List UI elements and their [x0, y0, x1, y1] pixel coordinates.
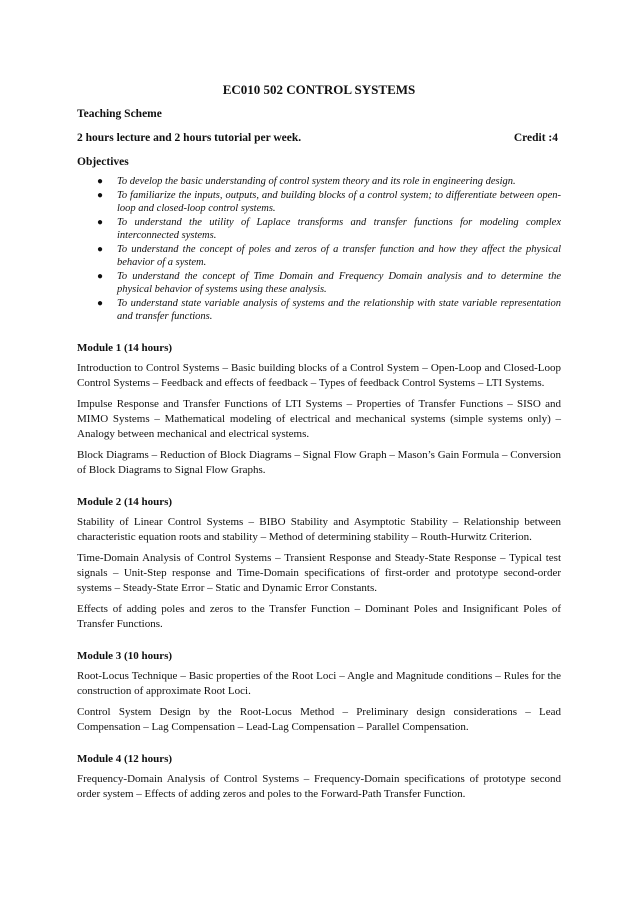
module-2-paragraph: Stability of Linear Control Systems – BIBO Stability and Asymptotic Stability – Relationship between characteristic equation roots and stability – Method of determining stability – Routh-Hurwitz Criterion.: [77, 515, 561, 543]
objective-item: ● To understand the concept of poles and zeros of a transfer function and how they affect the physical behavior of a system.: [97, 243, 561, 268]
bullet-icon: ●: [97, 297, 104, 309]
objective-item: ● To understand the concept of Time Domain and Frequency Domain analysis and to determine the physical behavior of systems using these analysis.: [97, 270, 561, 295]
objective-item: ● To understand state variable analysis of systems and the relationship with state variable representation and transfer functions.: [97, 297, 561, 322]
bullet-icon: ●: [97, 176, 104, 187]
hours-text: 2 hours lecture and 2 hours tutorial per week.: [77, 132, 302, 144]
objective-item: ● To develop the basic understanding of control system theory and its role in engineering design.: [97, 176, 516, 187]
objective-item: ● To familiarize the inputs, outputs, and building blocks of a control system; to differentiate between open-loop and closed-loop control systems.: [97, 189, 561, 214]
course-title: EC010 502 CONTROL SYSTEMS: [222, 82, 416, 97]
objectives-list: [77, 175, 561, 324]
module-1-paragraph: Impulse Response and Transfer Functions of LTI Systems – Properties of Transfer Functions – SISO and MIMO Systems – Mathematical modeling of electrical and mechanical systems (simple systems only) – Analogy between mechanical and electrical systems.: [77, 397, 561, 440]
module-4-paragraph: Frequency-Domain Analysis of Control Systems – Frequency-Domain specifications of prototype second order system – Effects of adding zeros and poles to the Forward-Path Transfer Function.: [77, 772, 561, 800]
bullet-icon: ●: [97, 270, 104, 282]
module-2-paragraph: Time-Domain Analysis of Control Systems – Transient Response and Steady-State Response – Typical test signals – Unit-Step response and Time-Domain specifications of first-order and prototype second-order systems – Steady-State Error – Static and Dynamic Error Constants.: [77, 551, 561, 594]
module-1-paragraph: Block Diagrams – Reduction of Block Diagrams – Signal Flow Graph – Mason’s Gain Formula – Conversion of Block Diagrams to Signal Flow Graphs.: [77, 448, 561, 476]
syllabus-page: [77, 82, 561, 802]
module-1-heading: Module 1 (14 hours): [77, 341, 173, 354]
module-3-heading: Module 3 (10 hours): [77, 649, 173, 662]
module-3-paragraph: Control System Design by the Root-Locus Method – Preliminary design considerations – Lead Compensation – Lag Compensation – Lead-Lag Compensation – Parallel Compensation.: [77, 705, 561, 733]
scheme-row: [77, 131, 561, 146]
bullet-icon: ●: [97, 243, 104, 255]
module-4-heading: Module 4 (12 hours): [77, 752, 173, 765]
objective-item: ● To understand the utility of Laplace transforms and transfer functions for modeling complex interconnected systems.: [97, 216, 561, 241]
module-1-paragraph: Introduction to Control Systems – Basic building blocks of a Control System – Open-Loop and Closed-Loop Control Systems – Feedback and effects of feedback – Types of feedback Control Systems – LTI Systems.: [77, 361, 561, 389]
objectives-heading: Objectives: [77, 156, 129, 168]
module-2-heading: Module 2 (14 hours): [77, 495, 173, 508]
module-2-paragraph: Effects of adding poles and zeros to the Transfer Function – Dominant Poles and Insignificant Poles of Transfer Functions.: [77, 602, 561, 630]
bullet-icon: ●: [97, 216, 104, 228]
teaching-scheme-heading: Teaching Scheme: [77, 108, 162, 120]
credit-text: Credit :4: [513, 132, 558, 144]
bullet-icon: ●: [97, 189, 104, 201]
module-3-paragraph: Root-Locus Technique – Basic properties of the Root Loci – Angle and Magnitude conditions – Rules for the construction of approximate Root Loci.: [77, 669, 561, 697]
